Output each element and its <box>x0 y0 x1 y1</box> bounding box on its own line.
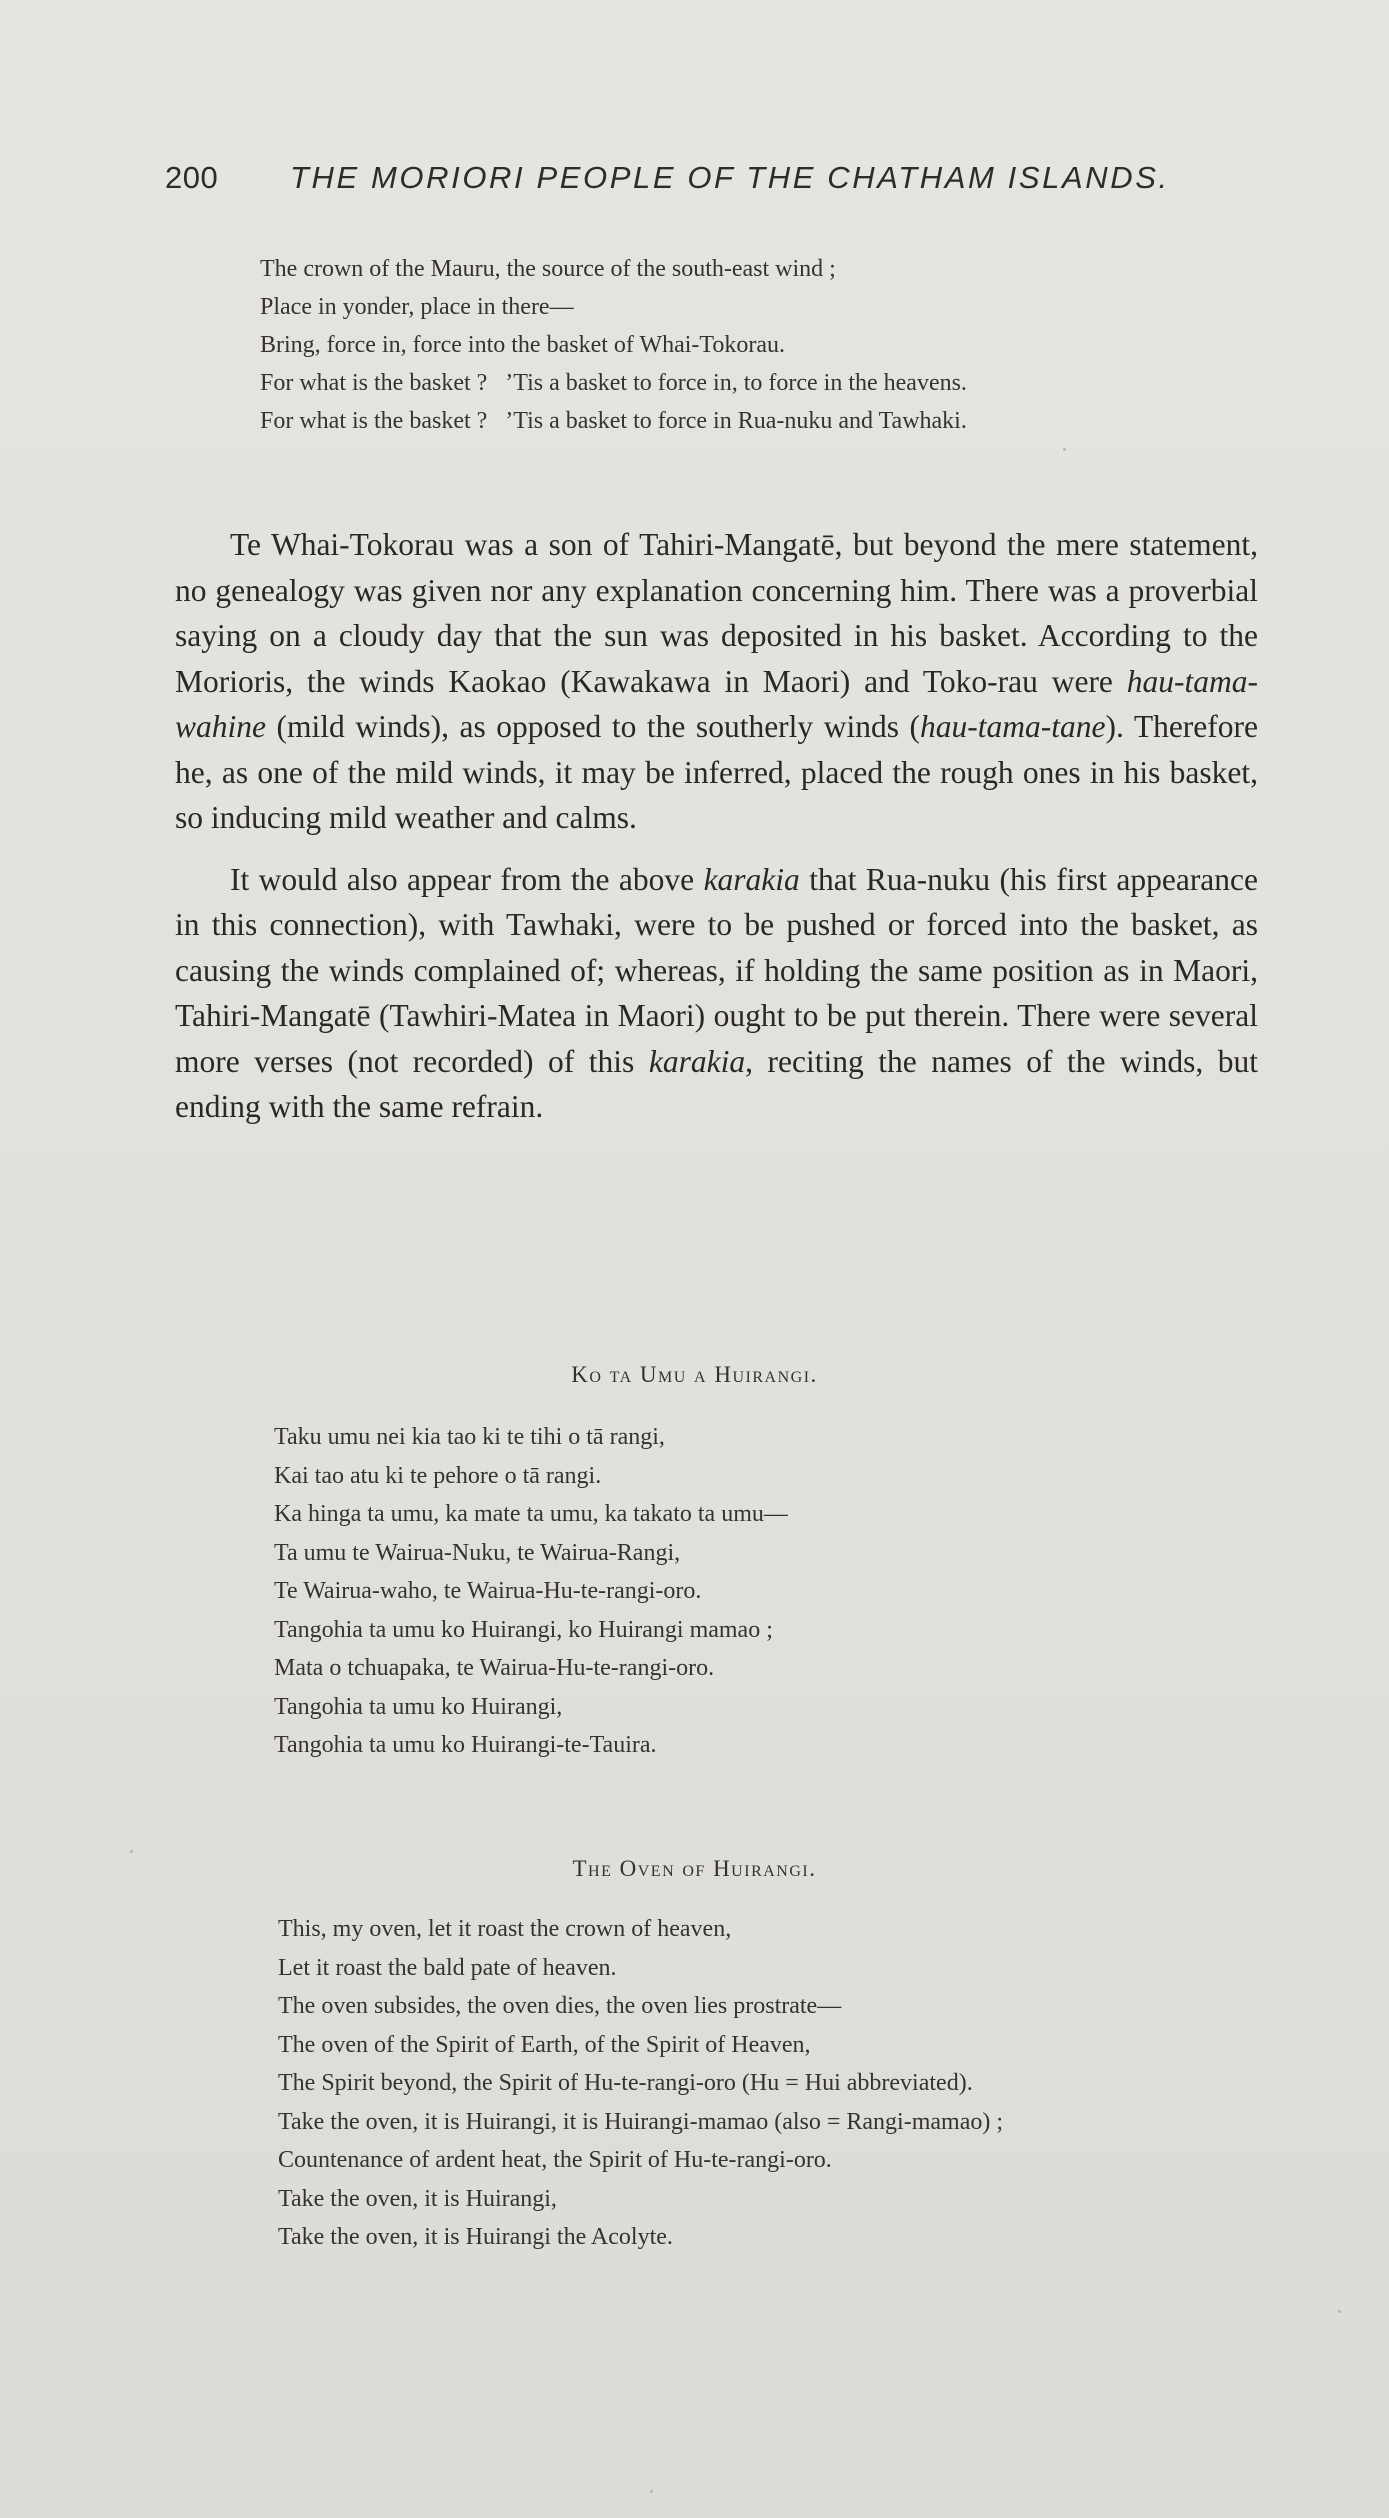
section-heading: Ko ta Umu a Huirangi. <box>571 1362 818 1387</box>
body-text <box>175 522 1258 1130</box>
verse-line: Mata o tchuapaka, te Wairua-Hu-te-rangi-oro. <box>274 1655 715 1681</box>
translation-verse <box>278 1910 1003 2257</box>
paper-speck <box>1338 2310 1341 2313</box>
verse-line: For what is the basket ? ’Tis a basket to force in, to force in the heavens. <box>260 370 967 396</box>
verse-line: Taku umu nei kia tao ki te tihi o tā rangi, <box>274 1424 665 1450</box>
verse-line: Take the oven, it is Huirangi the Acolyte. <box>278 2224 673 2250</box>
verse-line: Take the oven, it is Huirangi, it is Huirangi-mamao (also = Rangi-mamao) ; <box>278 2108 1004 2135</box>
verse-line: Countenance of ardent heat, the Spirit of Hu-te-rangi-oro. <box>278 2147 832 2173</box>
verse-line: Take the oven, it is Huirangi, <box>278 2185 557 2212</box>
page-number: 200 <box>165 160 219 195</box>
paper-speck <box>1063 448 1066 451</box>
paragraph: Te Whai-Tokorau was a son of Tahiri-Mangatē, but beyond the mere statement, no genealogy was given nor any explanation concerning him. There was a proverbial saying on a cloudy day that the sun was deposited in his basket. According to the Morioris, the winds Kaokao (Kawakawa in Maori) and Toko-rau were hau-tama-wahine (mild winds), as opposed to the southerly winds (hau-tama-tane). Therefore he, as one of the mild winds, it may be inferred, placed the rough ones in his basket, so inducing mild weather and calms. <box>175 527 1258 835</box>
verse-line: Tangohia ta umu ko Huirangi-te-Tauira. <box>274 1732 657 1758</box>
paper-speck <box>130 1850 133 1853</box>
section-heading: The Oven of Huirangi. <box>572 1856 817 1881</box>
verse-line: Tangohia ta umu ko Huirangi, ko Huirangi mamao ; <box>274 1616 773 1643</box>
paragraph: It would also appear from the above karakia that Rua-nuku (his first appearance in this connection), with Tawhaki, were to be pushed or forced into the basket, as causing the winds complained of; whereas, if holding the same position as in Maori, Tahiri-Mangatē (Tawhiri-Matea in Maori) ought to be put therein. There were several more verses (not recorded) of this karakia, reciting the names of the winds, but ending with the same refrain. <box>175 861 1258 1124</box>
verse-line: This, my oven, let it roast the crown of heaven, <box>278 1916 732 1942</box>
verse-line: Tangohia ta umu ko Huirangi, <box>274 1693 563 1720</box>
verse-line: The Spirit beyond, the Spirit of Hu-te-rangi-oro (Hu = Hui abbreviated). <box>278 2070 973 2096</box>
verse-line: Bring, force in, force into the basket of Whai-Tokorau. <box>260 332 786 358</box>
verse-line: Ta umu te Wairua-Nuku, te Wairua-Rangi, <box>274 1539 681 1566</box>
running-title: THE MORIORI PEOPLE OF THE CHATHAM ISLANDS. <box>290 160 1170 195</box>
verse-line: Place in yonder, place in there— <box>260 294 574 320</box>
verse-line: Ka hinga ta umu, ka mate ta umu, ka takato ta umu— <box>274 1501 788 1527</box>
verse-line: The crown of the Mauru, the source of the south-east wind ; <box>260 256 836 282</box>
verse-line: For what is the basket ? ’Tis a basket to force in Rua-nuku and Tawhaki. <box>260 408 967 434</box>
karakia-verse <box>260 250 967 440</box>
verse-line: Te Wairua-waho, te Wairua-Hu-te-rangi-oro. <box>274 1578 702 1604</box>
verse-line: The oven of the Spirit of Earth, of the Spirit of Heaven, <box>278 2031 811 2058</box>
verse-line: Kai tao atu ki te pehore o tā rangi. <box>274 1462 602 1489</box>
paper-speck <box>650 2490 653 2493</box>
verse-line: Let it roast the bald pate of heaven. <box>278 1954 617 1981</box>
maori-verse <box>274 1418 788 1765</box>
verse-line: The oven subsides, the oven dies, the oven lies prostrate— <box>278 1993 842 2019</box>
page-header <box>165 160 1245 206</box>
